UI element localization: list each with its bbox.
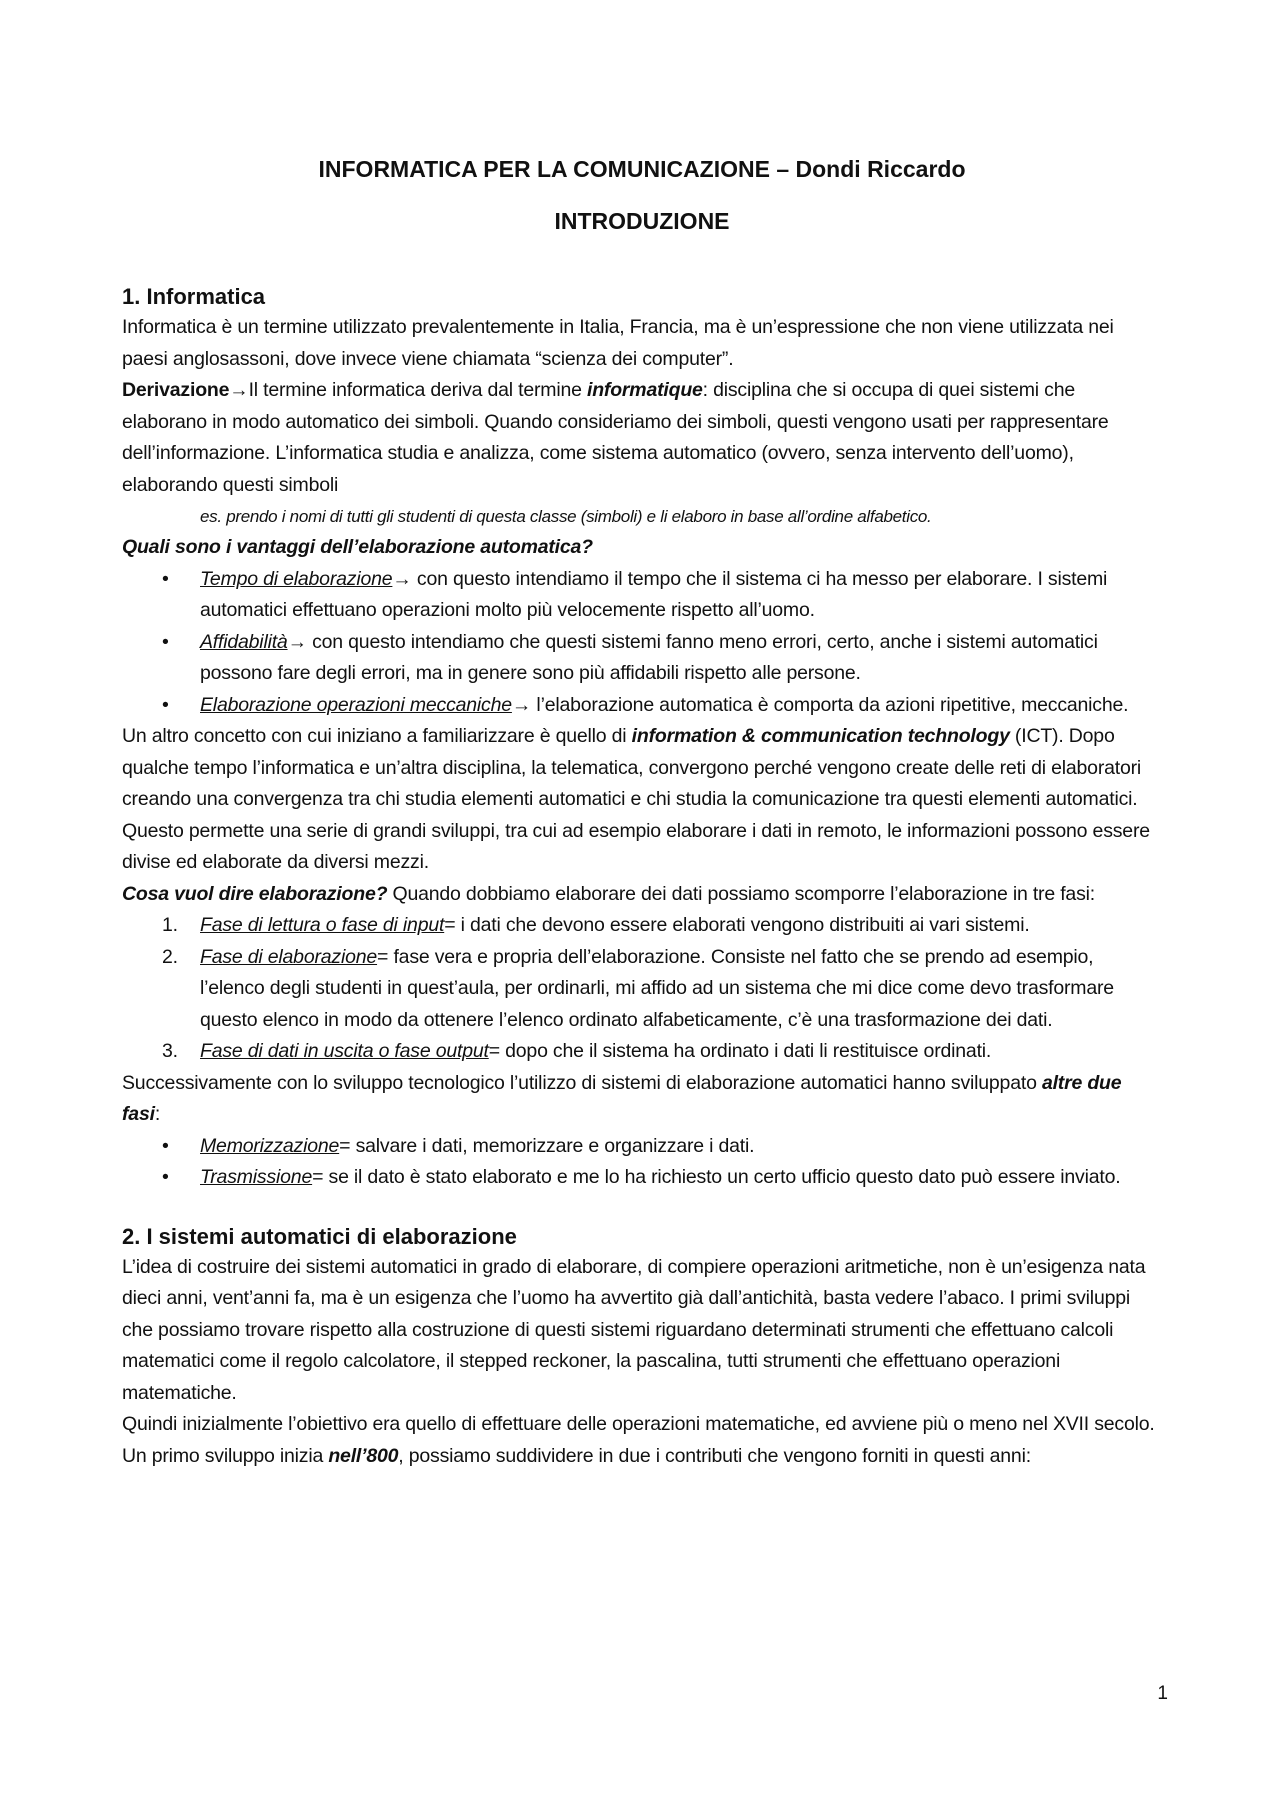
list-item: • Trasmissione= se il dato è stato elaborato e me lo ha richiesto un certo ufficio questo dato può essere inviato. [122, 1162, 1162, 1194]
list-item: • Tempo di elaborazione→ con questo intendiamo il tempo che il sistema ci ha messo per elaborare. I sistemi automatici effettuano operazioni molto più velocemente rispetto all’uomo. [122, 564, 1162, 627]
arrow-icon: → [511, 693, 532, 716]
list-item: • Memorizzazione= salvare i dati, memorizzare e organizzare i dati. [122, 1131, 1162, 1163]
phases-list [122, 910, 1162, 1068]
bullet-icon: • [162, 567, 169, 590]
document-page [122, 150, 1162, 1472]
list-item: • Elaborazione operazioni meccaniche→ l’elaborazione automatica è comporta da azioni ripetitive, meccaniche. [122, 690, 1162, 722]
derivation-term: informatique [586, 379, 703, 401]
bullet-icon: • [162, 693, 169, 716]
list-item: 2. Fase di elaborazione= fase vera e propria dell’elaborazione. Consiste nel fatto che se prendo ad esempio, l’elenco degli studenti in quest’aula, per ordinarli, mi affido ad un sistema che mi dice come devo trasformare questo elenco in modo da ottenere l’elenco ordinato alfabeticamente, c’è una trasformazione dei dati. [162, 945, 1114, 1031]
example-note: es. prendo i nomi di tutti gli studenti di questa classe (simboli) e li elaboro in base all’ordine alfabetico. [200, 507, 932, 526]
further-paragraph: Successivamente con lo sviluppo tecnologico l’utilizzo di sistemi di elaborazione automatici hanno sviluppato altre due fasi: [122, 1071, 1122, 1125]
extra-phases-list [122, 1131, 1162, 1194]
arrow-icon: → [287, 630, 307, 653]
intro-paragraph: Informatica è un termine utilizzato prevalentemente in Italia, Francia, ma è un’espressione che non viene utilizzata nei paesi anglosassoni, dove invece viene chiamata “scienza dei computer”. [122, 316, 1114, 370]
bullet-icon: • [162, 1166, 169, 1188]
bullet-icon: • [162, 1134, 169, 1157]
ict-paragraph: Un altro concetto con cui iniziano a familiarizzare è quello di information & communication technology (ICT). Dopo qualche tempo l’informatica e un’altra disciplina, la telematica, convergono perché vengono create delle reti di elaboratori creando una convergenza tra chi studia elementi automatici e chi studia la comunicazione tra questi elementi automatici. Questo permette una serie di grandi sviluppi, tra cui ad esempio elaborare i dati in remoto, le informazioni possono essere divise ed elaborate da diversi mezzi. [122, 725, 1150, 873]
arrow-icon: → [229, 379, 249, 401]
ict-term: information & communication technology [631, 725, 1010, 747]
elaboration-paragraph: Cosa vuol dire elaborazione? Quando dobbiamo elaborare dei dati possiamo scomporre l’elaborazione in tre fasi: [122, 882, 1095, 905]
list-item: 1. Fase di lettura o fase di input= i dati che devono essere elaborati vengono distribuiti ai vari sistemi. [162, 914, 1030, 936]
paragraph: L’idea di costruire dei sistemi automatici in grado di elaborare, di compiere operazioni aritmetiche, non è un’esigenza nata dieci anni, vent’anni fa, ma è un esigenza che l’uomo ha avvertito già dall’antichità, basta vedere l’abaco. I primi sviluppi che possiamo trovare rispetto alla costruzione di questi sistemi riguardano determinati strumenti che effettuano calcoli matematici come il regolo calcolatore, il stepped reckoner, la pascalina, tutti strumenti che effettuano operazioni matematiche. [122, 1255, 1146, 1404]
section-heading: 2. I sistemi automatici di elaborazione [122, 1223, 517, 1249]
document-subtitle: INTRODUZIONE [554, 208, 730, 234]
section-heading: 1. Informatica [122, 284, 266, 309]
derivation-paragraph: Derivazione→Il termine informatica deriva dal termine informatique: disciplina che si occupa di quei sistemi che elaborano in modo automatico dei simboli. Quando consideriamo dei simboli, questi vengono usati per rappresentare dell’informazione. L’informatica studia e analizza, come sistema automatico (ovvero, senza intervento dell’uomo), elaborando questi simboli [122, 379, 1109, 496]
section-informatica [122, 282, 1162, 1194]
list-item: 3. Fase di dati in uscita o fase output= dopo che il sistema ha ordinato i dati li restituisce ordinati. [162, 1040, 992, 1062]
arrow-icon: → [392, 567, 412, 590]
document-title: INFORMATICA PER LA COMUNICAZIONE – Dondi Riccardo [318, 156, 966, 182]
list-item: • Affidabilità→ con questo intendiamo che questi sistemi fanno meno errori, certo, anche i sistemi automatici possono fare degli errori, ma in genere sono più affidabili rispetto alle persone. [122, 627, 1162, 690]
page-number: 1 [1157, 1683, 1168, 1704]
paragraph: Un primo sviluppo inizia nell’800, possiamo suddividere in due i contributi che vengono forniti in questi anni: [122, 1444, 1031, 1467]
bullet-icon: • [162, 630, 169, 653]
elaboration-question: Cosa vuol dire elaborazione? [122, 882, 388, 905]
advantages-question: Quali sono i vantaggi dell’elaborazione automatica? [122, 536, 593, 558]
paragraph: Quindi inizialmente l’obiettivo era quello di effettuare delle operazioni matematiche, ed avviene più o meno nel XVII secolo. [122, 1413, 1155, 1435]
advantages-list [122, 564, 1162, 722]
derivation-label: Derivazione [122, 379, 230, 401]
section-sistemi-automatici [122, 1222, 1162, 1473]
